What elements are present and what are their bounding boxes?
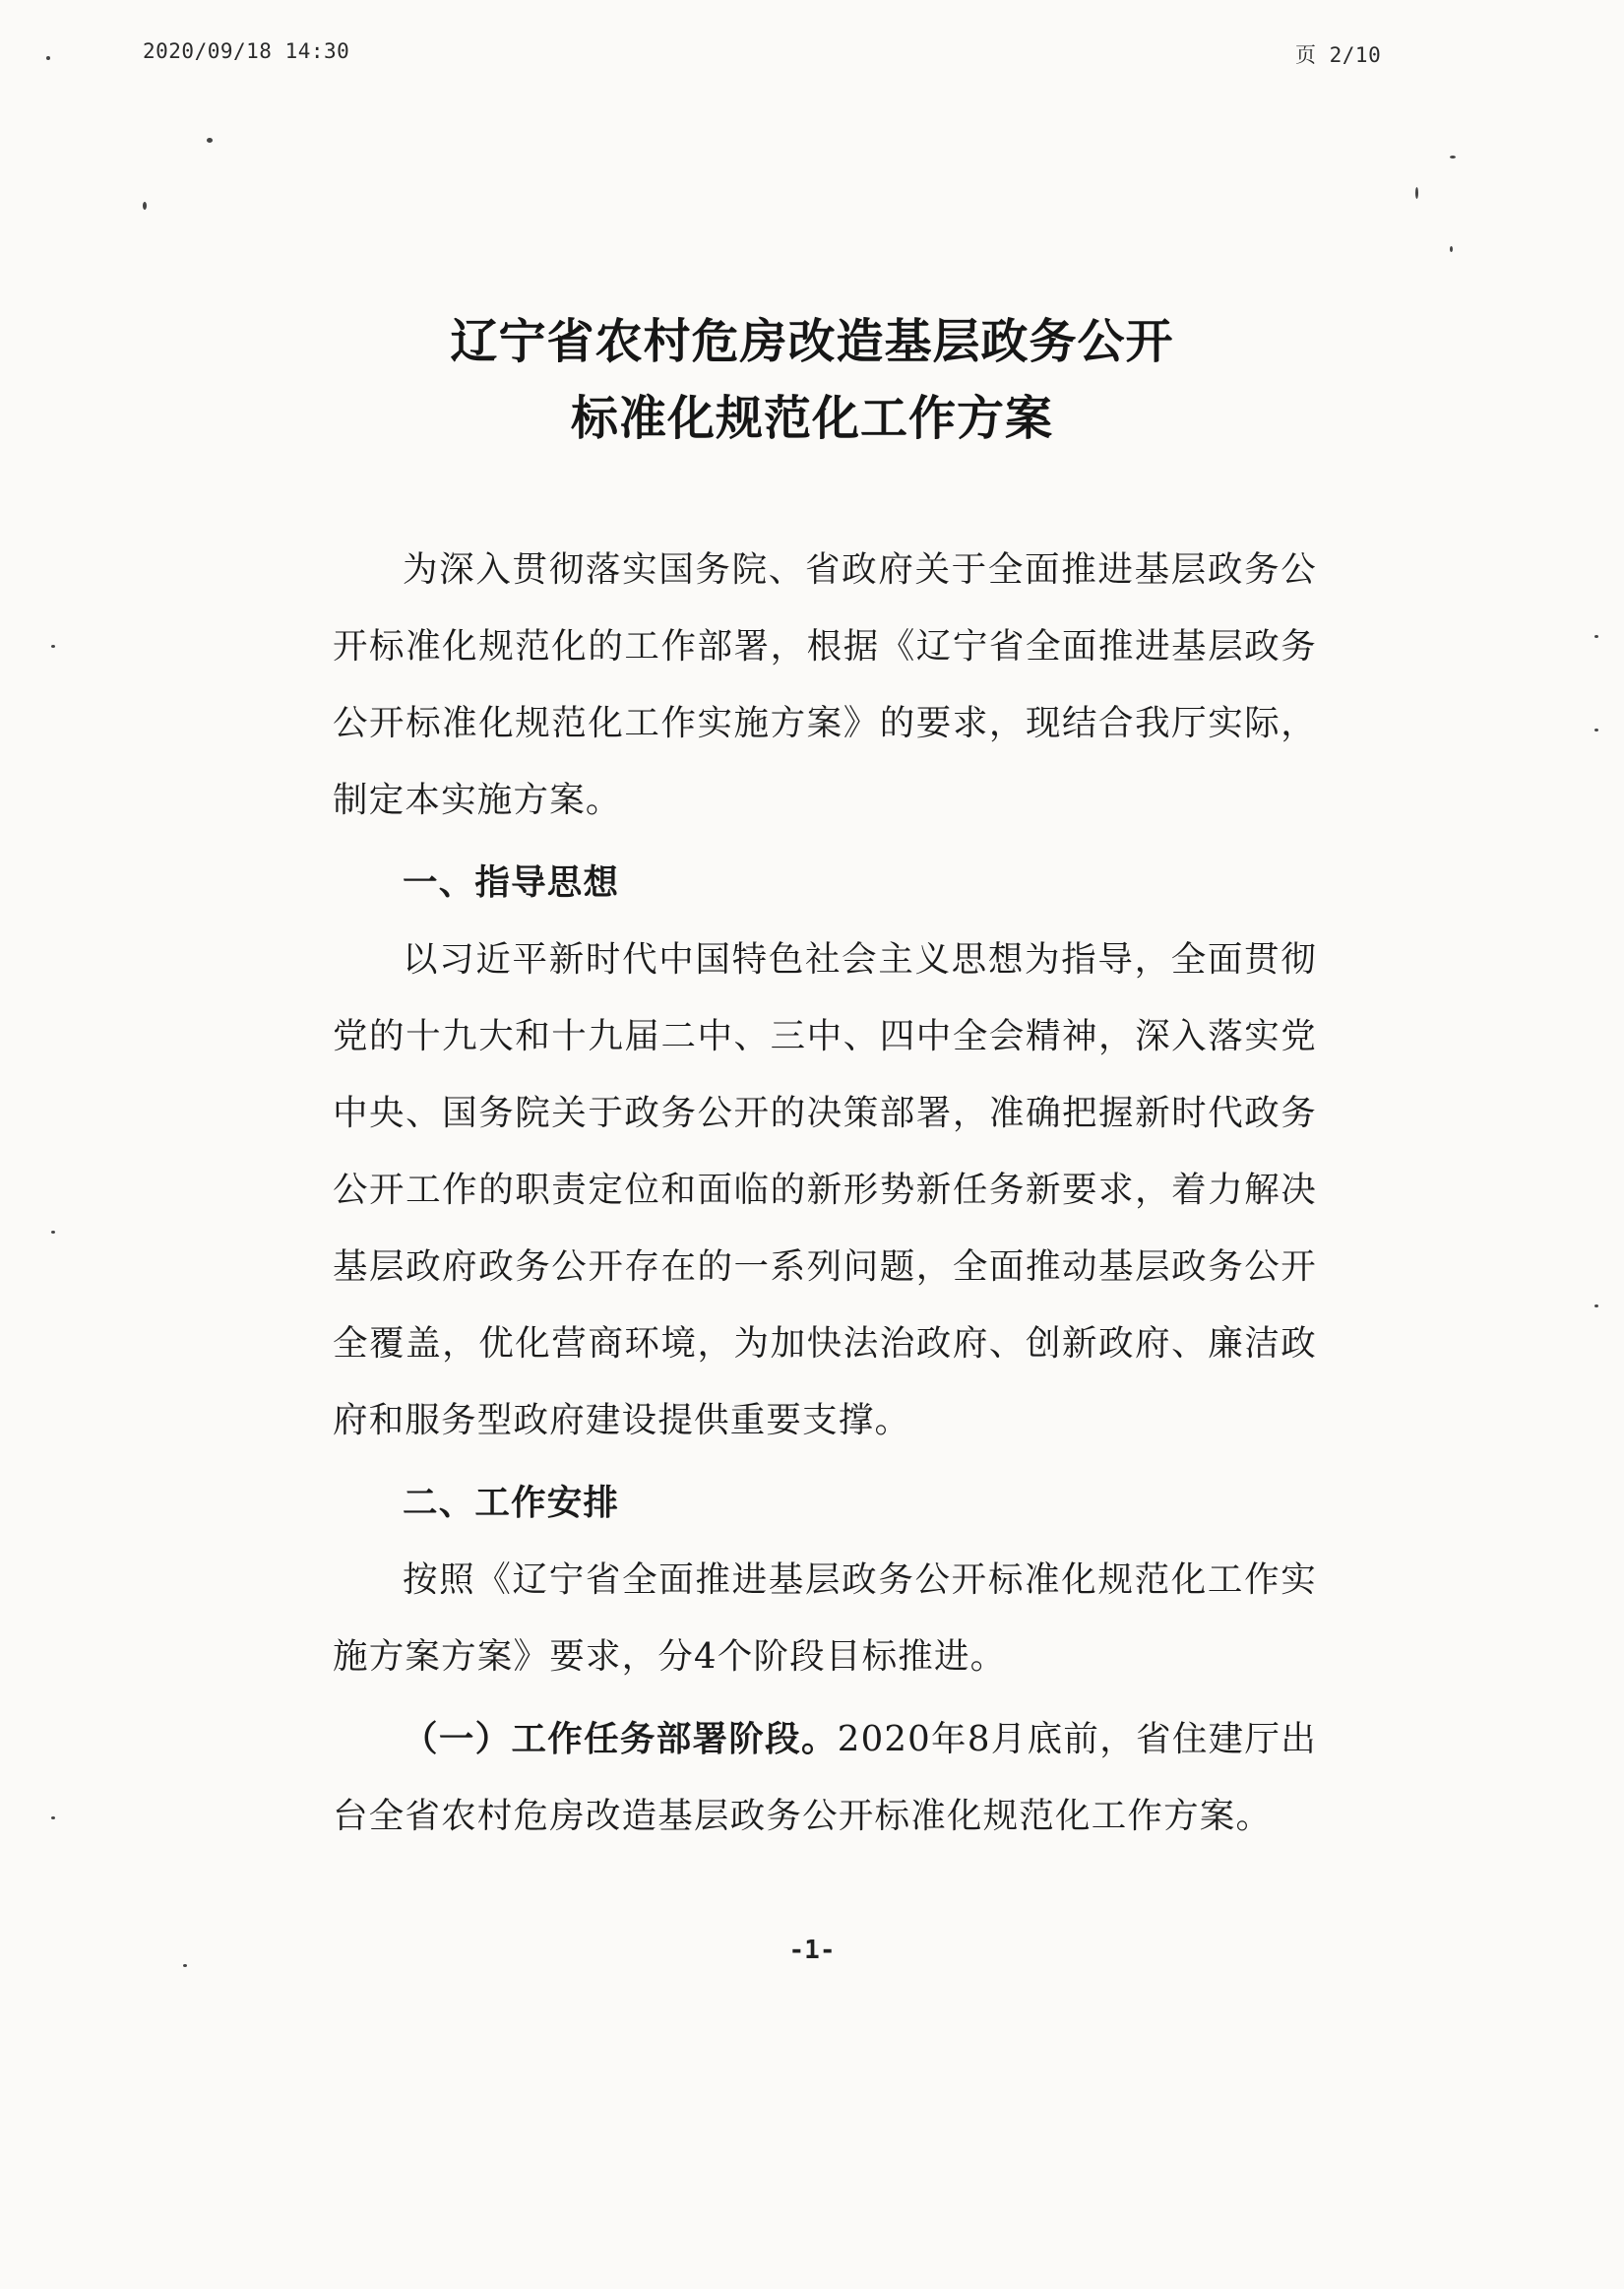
title-line-1: 辽宁省农村危房改造基层政务公开 bbox=[450, 314, 1174, 369]
fax-page-indicator: 页 2/10 bbox=[1295, 43, 1382, 67]
scan-speck bbox=[51, 645, 55, 648]
fax-header bbox=[0, 39, 1624, 79]
scan-speck bbox=[1450, 156, 1456, 159]
guiding-thought-paragraph: 以习近平新时代中国特色社会主义思想为指导，全面贯彻党的十九大和十九届二中、三中、四中全会精神，深入落实党中央、国务院关于政务公开的决策部署，准确把握新时代政务公开工作的职责定位和面临的新形势新任务新要求，着力解决基层政府政务公开存在的一系列问题，全面推动基层政务公开全覆盖，优化营商环境，为加快法治政府、创新政府、廉洁政府和服务型政府建设提供重要支撑。 bbox=[333, 939, 1317, 1440]
stage-one-lead: （一）工作任务部署阶段。 bbox=[403, 1719, 838, 1759]
work-arrangement-paragraph: 按照《辽宁省全面推进基层政务公开标准化规范化工作实施方案方案》要求，分4个阶段目标推进。 bbox=[333, 1559, 1317, 1677]
scan-speck bbox=[1594, 635, 1598, 638]
document-title bbox=[0, 303, 1624, 457]
title-line-2: 标准化规范化工作方案 bbox=[570, 391, 1053, 446]
intro-paragraph: 为深入贯彻落实国务院、省政府关于全面推进基层政务公开标准化规范化的工作部署，根据《辽宁省全面推进基层政务公开标准化规范化工作实施方案》的要求，现结合我厅实际，制定本实施方案。 bbox=[333, 549, 1317, 820]
stage-one-paragraph bbox=[333, 1701, 1317, 1855]
scan-speck bbox=[1594, 729, 1598, 731]
fax-datetime: 2020/09/18 14:30 bbox=[143, 39, 350, 63]
section-heading-work-arrangement: 二、工作安排 bbox=[403, 1483, 620, 1523]
scan-speck bbox=[1415, 187, 1418, 199]
document-body bbox=[333, 532, 1317, 1855]
section-heading-guiding-thought: 一、指导思想 bbox=[403, 862, 620, 903]
page-number: -1- bbox=[788, 1936, 836, 1965]
scan-speck bbox=[143, 202, 147, 210]
scan-speck bbox=[1450, 246, 1453, 252]
scan-speck bbox=[207, 138, 213, 143]
scan-speck bbox=[51, 1816, 55, 1819]
stage-one-text: 2020年8月底前，省住建厅出台全省农村危房改造基层政务公开标准化规范化工作方案。 bbox=[333, 1719, 1317, 1836]
scan-speck bbox=[51, 1231, 55, 1234]
scan-speck bbox=[183, 1964, 187, 1967]
scan-speck bbox=[1594, 1304, 1598, 1307]
scan-speck bbox=[46, 56, 50, 60]
